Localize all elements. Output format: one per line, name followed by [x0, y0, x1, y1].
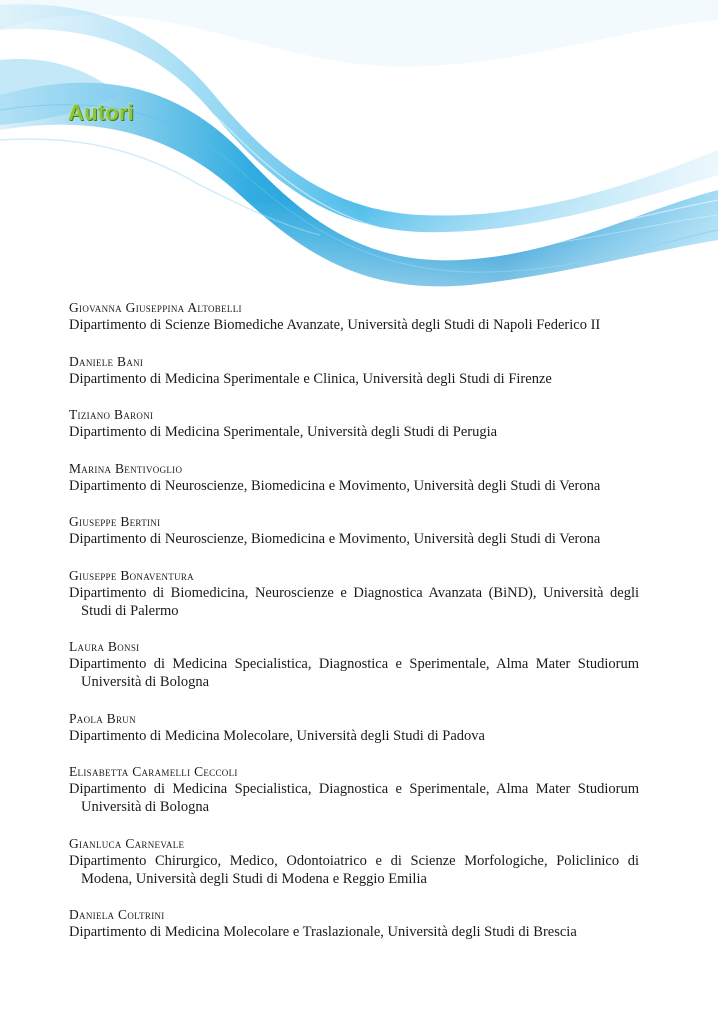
author-name: Paola Brun	[69, 710, 136, 726]
author-entry	[69, 514, 639, 548]
author-name: Giuseppe Bonaventura	[69, 567, 194, 583]
author-name: Elisabetta Caramelli Ceccoli	[69, 764, 238, 779]
author-affiliation: Dipartimento di Medicina Molecolare, Università degli Studi di Padova	[69, 727, 485, 744]
author-affiliation: Dipartimento di Medicina Specialistica, Diagnostica e Sperimentale, Alma Mater Studiorum Università di Bologna	[69, 781, 639, 815]
author-name: Daniela Coltrini	[69, 907, 165, 922]
header-wave-graphic	[0, 0, 718, 300]
author-affiliation: Dipartimento Chirurgico, Medico, Odontoiatrico e di Scienze Morfologiche, Policlinico di Modena, Università degli Studi di Modena e Reggio Emilia	[69, 852, 639, 887]
author-entry	[69, 568, 639, 620]
author-entry	[69, 461, 639, 495]
author-affiliation: Dipartimento di Biomedicina, Neuroscienze e Diagnostica Avanzata (BiND), Università degli Studi di Palermo	[69, 584, 639, 619]
author-entry	[69, 907, 639, 941]
author-name: Laura Bonsi	[69, 639, 140, 654]
author-name: Marina Bentivoglio	[69, 460, 183, 476]
author-entry	[69, 354, 639, 388]
author-list	[69, 300, 639, 961]
author-entry	[69, 764, 639, 816]
author-affiliation: Dipartimento di Scienze Biomediche Avanzate, Università degli Studi di Napoli Federico II	[69, 317, 601, 333]
author-affiliation: Dipartimento di Neuroscienze, Biomedicina e Movimento, Università degli Studi di Verona	[69, 477, 601, 494]
author-affiliation: Dipartimento di Neuroscienze, Biomedicina e Movimento, Università degli Studi di Verona	[69, 531, 601, 547]
author-affiliation: Dipartimento di Medicina Sperimentale, Università degli Studi di Perugia	[69, 424, 498, 440]
author-affiliation: Dipartimento di Medicina Sperimentale e Clinica, Università degli Studi di Firenze	[69, 370, 552, 387]
author-name: Giuseppe Bertini	[69, 514, 161, 529]
page-title: Autori	[68, 100, 134, 125]
author-name: Tiziano Baroni	[69, 407, 154, 422]
author-entry	[69, 407, 639, 441]
author-entry	[69, 300, 639, 334]
author-entry	[69, 711, 639, 745]
author-entry	[69, 639, 639, 691]
author-affiliation: Dipartimento di Medicina Specialistica, Diagnostica e Sperimentale, Alma Mater Studiorum Università di Bologna	[69, 656, 639, 690]
author-name: Giovanna Giuseppina Altobelli	[69, 300, 242, 315]
author-entry	[69, 836, 639, 888]
author-name: Gianluca Carnevale	[69, 835, 185, 851]
author-name: Daniele Bani	[69, 353, 144, 369]
author-affiliation: Dipartimento di Medicina Molecolare e Traslazionale, Università degli Studi di Brescia	[69, 924, 577, 940]
